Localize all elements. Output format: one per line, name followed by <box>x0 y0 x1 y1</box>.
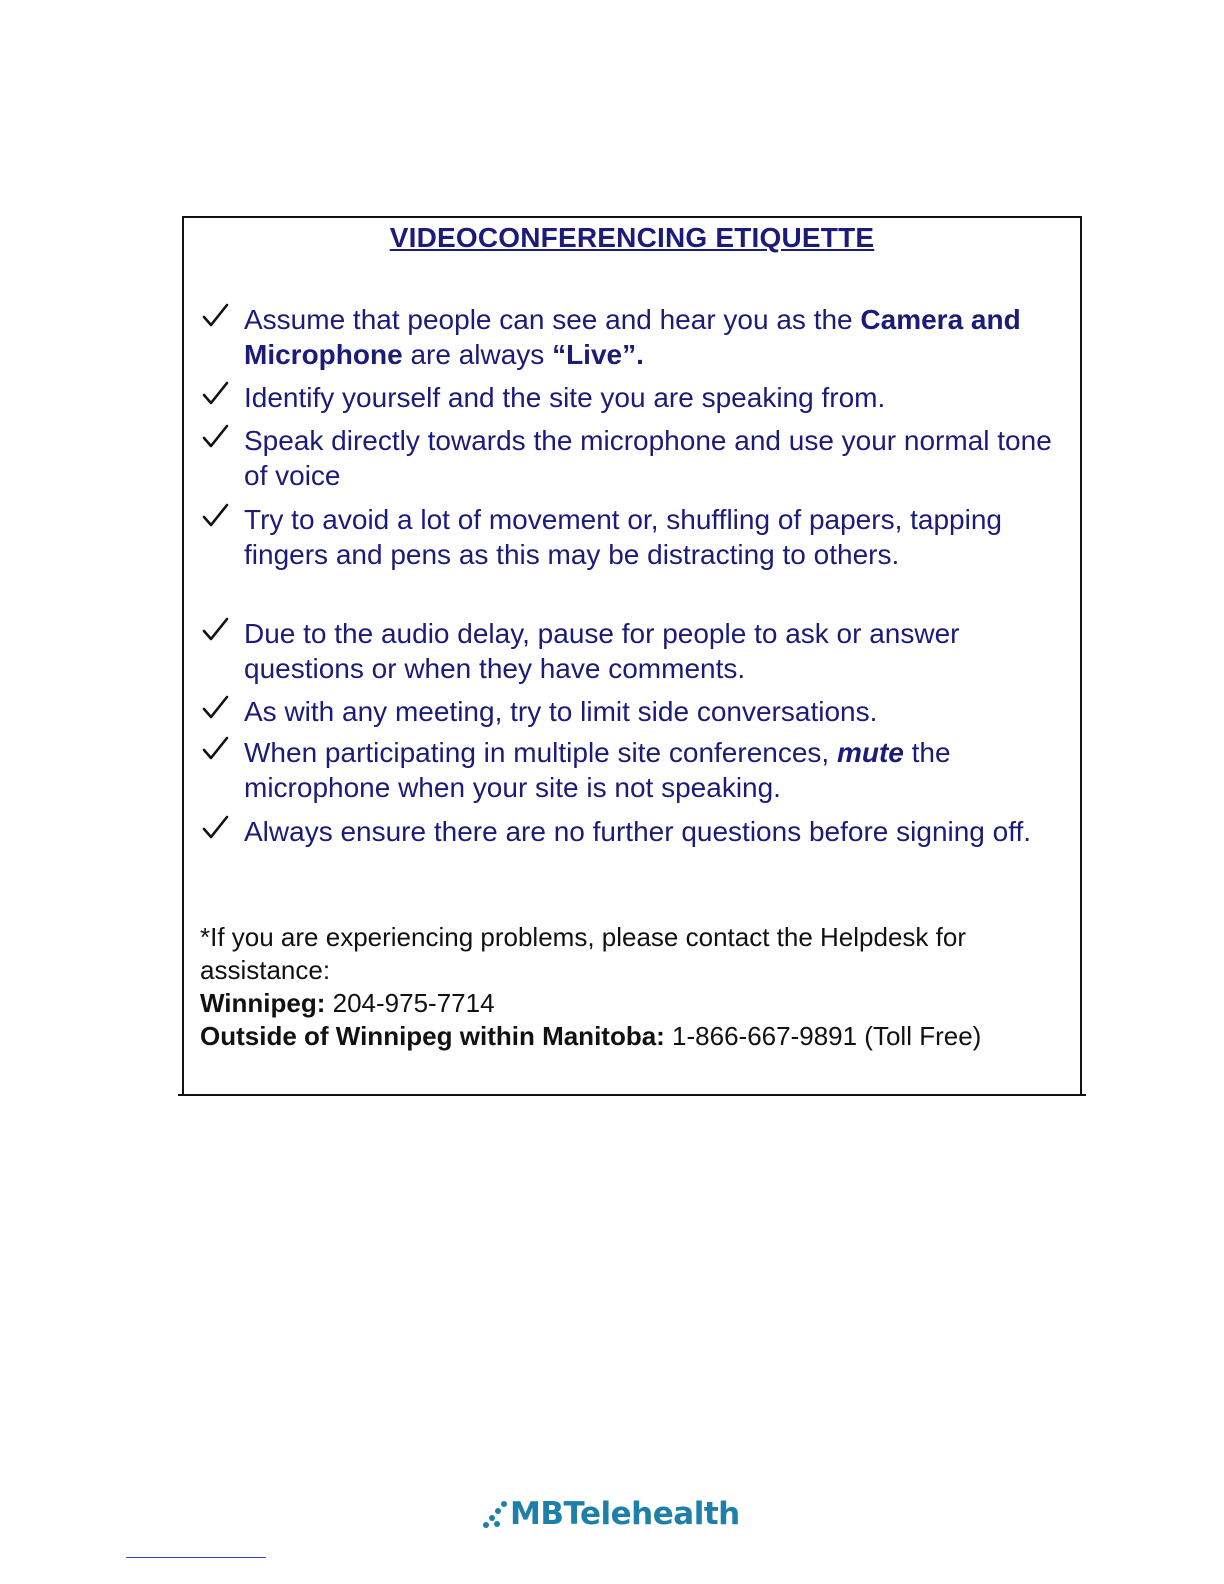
box-bottom-border <box>178 1094 1086 1096</box>
list-item-text: When participating in multiple site conferences, mute the microphone when your site is not speaking. <box>244 737 951 803</box>
checkmark-icon <box>202 735 230 763</box>
checkmark-icon <box>202 814 230 842</box>
checkmark-icon <box>202 380 230 408</box>
list-item-text: Assume that people can see and hear you as the Camera and Microphone are always “Live”. <box>244 304 1021 370</box>
list-item-text: Always ensure there are no further questions before signing off. <box>244 816 1032 847</box>
outside-winnipeg-contact: Outside of Winnipeg within Manitoba: 1-866-667-9891 (Toll Free) <box>200 1021 982 1051</box>
winnipeg-contact: Winnipeg: 204-975-7714 <box>200 988 495 1018</box>
helpdesk-note: *If you are experiencing problems, please contact the Helpdesk for assistance: <box>200 922 966 985</box>
logo-dots-icon <box>482 1497 508 1531</box>
list-item-text: Identify yourself and the site you are speaking from. <box>244 382 886 413</box>
list-item-text: Speak directly towards the microphone and use your normal tone of voice <box>244 425 1052 491</box>
etiquette-box <box>182 216 1082 1094</box>
checkmark-icon <box>202 423 230 451</box>
checkmark-icon <box>202 616 230 644</box>
list-item-text: As with any meeting, try to limit side conversations. <box>244 696 878 727</box>
checkmark-icon <box>202 694 230 722</box>
list-item-text: Try to avoid a lot of movement or, shuffling of papers, tapping fingers and pens as this may be distracting to others. <box>244 504 1002 570</box>
footnote-separator <box>126 1557 266 1558</box>
etiquette-title: VIDEOCONFERENCING ETIQUETTE <box>389 222 875 253</box>
mbtelehealth-logo <box>482 1494 740 1534</box>
checkmark-icon <box>202 302 230 330</box>
logo-text: MBTelehealth <box>510 1496 740 1532</box>
list-item-text: Due to the audio delay, pause for people to ask or answer questions or when they have comments. <box>244 618 960 684</box>
helpdesk-info <box>200 921 1070 1053</box>
checkmark-icon <box>202 502 230 530</box>
